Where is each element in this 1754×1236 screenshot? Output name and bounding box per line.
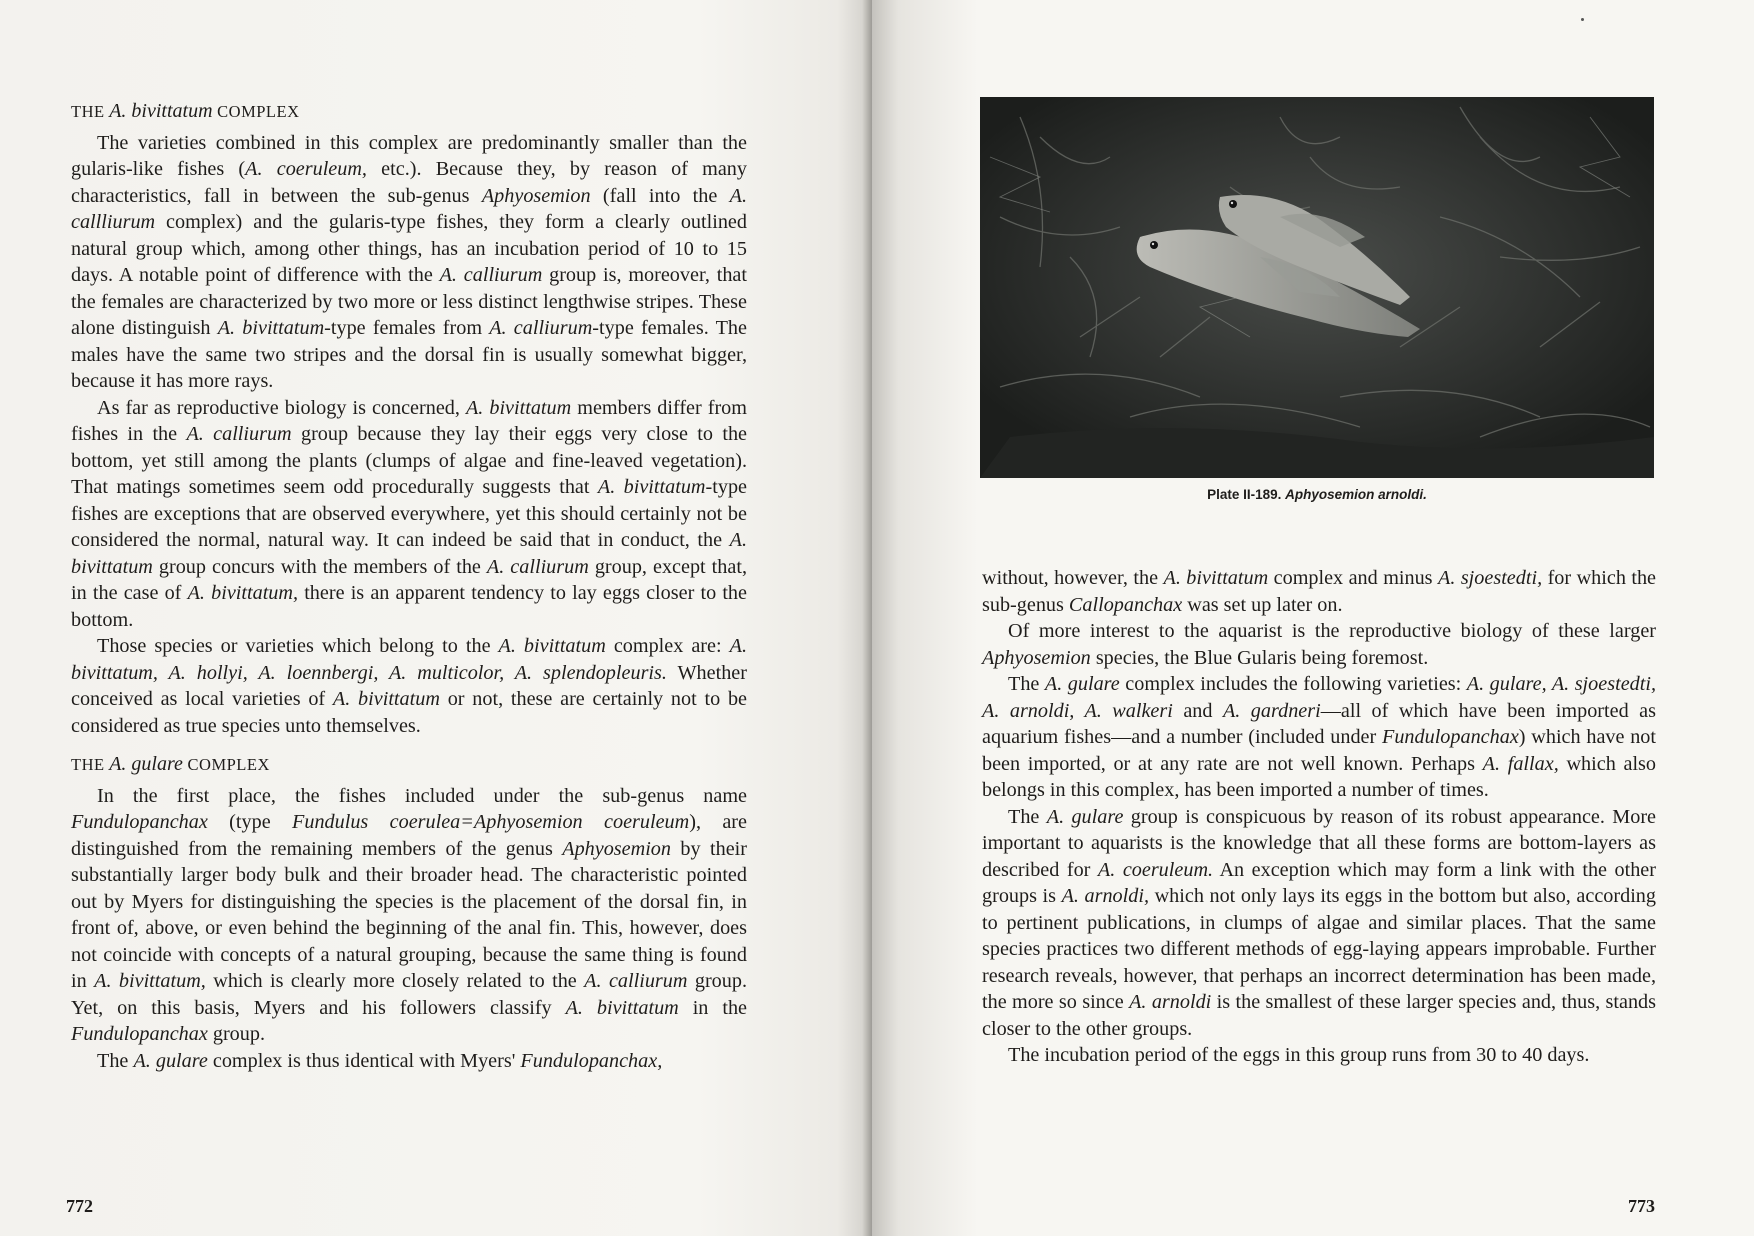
heading-prefix: THE xyxy=(71,755,110,774)
plate-caption xyxy=(980,487,1654,502)
page-number: 773 xyxy=(1628,1196,1655,1216)
paragraph: In the first place, the fishes included under the sub-genus name Fundulopanchax (type Fundulus coerulea=Aphyosemion coeruleum), are distinguished from the remaining members of the genus Aphyosemion by their substantially larger body bulk and their broader head. The characteristic pointed out by Myers for distinguishing the species is the placement of the dorsal fin, in front of, above, or even behind the beginning of the anal fin. This, however, does not coincide with concepts of a natural grouping, because the same thing is found in A. bivittatum, which is clearly more closely related to the A. calliurum group. Yet, on this basis, Myers and his followers classify A. bivittatum in the Fundulopanchax group. xyxy=(71,784,748,1045)
paragraph: Of more interest to the aquarist is the reproductive biology of these larger Aphyosemion species, the Blue Gularis being foremost. xyxy=(982,620,1656,669)
paragraph: The incubation period of the eggs in this group runs from 30 to 40 days. xyxy=(1008,1044,1590,1066)
heading-genus: A. gulare xyxy=(109,753,183,775)
paragraph: Those species or varieties which belong to the A. bivittatum complex are: A. bivittatum, A. hollyi, A. loennbergi, A. multicolor, A. splendopleuris. Whether conceived as local varieties of A. bivittatum or not, these are certainly not to be considered as true species unto themselves. xyxy=(71,635,747,737)
section-heading-gulare xyxy=(71,751,747,779)
fish-photo-illustration xyxy=(980,97,1654,478)
heading-suffix: COMPLEX xyxy=(182,755,270,774)
right-page xyxy=(872,0,1754,1236)
paragraph: The A. gulare complex includes the following varieties: A. gulare, A. sjoestedti, A. arnoldi, A. walkeri and A. gardneri—all of which have been imported as aquarium fishes—and a number (included under Fundulopanchax) which have not been imported, or at any rate are not well known. Perhaps A. fallax, which also belongs in this complex, has been imported a number of times. xyxy=(982,673,1657,801)
paragraph: The varieties combined in this complex are predominantly smaller than the gularis-like fishes (A. coeruleum, etc.). Because they, by reason of many characteristics, fall in between the sub-genus Aphyosemion (fall into the A. callliurum complex) and the gularis-type fishes, they form a clearly outlined natural group which, among other things, has an incubation period of 10 to 15 days. A notable point of difference with the A. calliurum group is, moreover, that the females are characterized by two more or less distinct lengthwise stripes. These alone distinguish A. bivittatum-type females from A. calliurum-type females. The males have the same two stripes and the dorsal fin is usually somewhat bigger, because it has more rays. xyxy=(71,131,747,392)
heading-suffix: COMPLEX xyxy=(212,102,300,121)
plate-species: Aphyosemion arnoldi. xyxy=(1285,487,1427,502)
print-speck xyxy=(1581,18,1584,21)
heading-genus: A. bivittatum xyxy=(109,100,213,122)
right-text-column xyxy=(982,565,1656,1069)
paragraph: The A. gulare group is conspicuous by reason of its robust appearance. More important to aquarists is the knowledge that all these forms are bottom-layers as described for A. coeruleum. An exception which may form a link with the other groups is A. arnoldi, which not only lays its eggs in the bottom but also, according to pertinent publications, in clumps of algae and similar places. That the same species practices two different methods of egg-laying appears improbable. Further research reveals, however, that perhaps an incorrect determination has been made, the more so since A. arnoldi is the smallest of these larger species and, thus, stands closer to the other groups. xyxy=(982,805,1656,1040)
left-text-column xyxy=(71,98,747,1074)
section-heading-bivittatum xyxy=(71,98,747,126)
heading-prefix: THE xyxy=(71,102,110,121)
paragraph: As far as reproductive biology is concerned, A. bivittatum members differ from fishes in the A. calliurum group because they lay their eggs very close to the bottom, yet still among the plants (clumps of algae and fine-leaved vegetation). That matings sometimes seem odd procedurally suggests that A. bivittatum-type fishes are exceptions that are observed everywhere, yet this should certainly not be considered the normal, natural way. It can indeed be said that in conduct, the A. bivittatum group concurs with the members of the A. calliurum group, except that, in the case of A. bivittatum, there is an apparent tendency to lay eggs closer to the bottom. xyxy=(71,396,747,631)
left-page xyxy=(0,0,872,1236)
plate-label: Plate II-189. xyxy=(1207,487,1286,502)
paragraph: without, however, the A. bivittatum complex and minus A. sjoestedti, for which the sub-genus Callopanchax was set up later on. xyxy=(982,567,1657,616)
paragraph: The A. gulare complex is thus identical with Myers' Fundulopanchax, xyxy=(97,1049,663,1072)
plate-photo xyxy=(980,97,1654,478)
page-number: 772 xyxy=(66,1196,93,1216)
